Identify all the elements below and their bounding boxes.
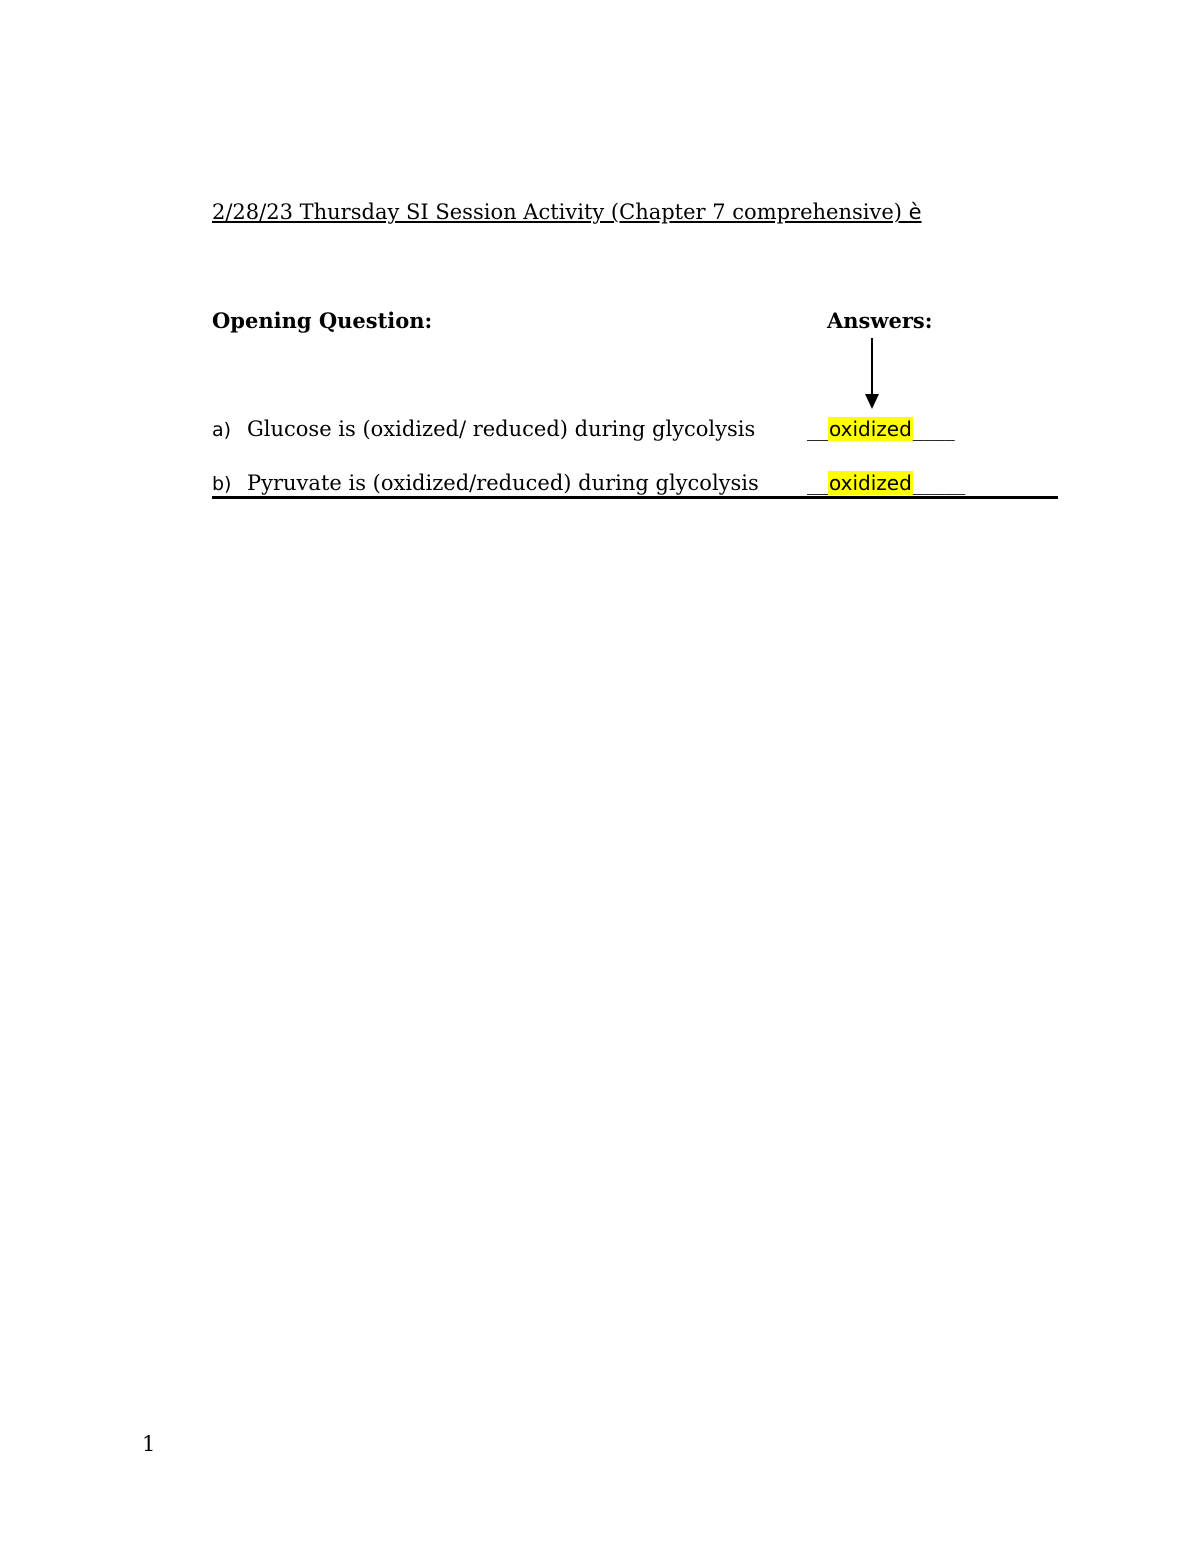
question-text: Pyruvate is (oxidized/reduced) during glycolysis <box>247 471 759 495</box>
title-arrow-glyph: è <box>908 200 922 224</box>
answer-suffix: ____ <box>912 417 955 441</box>
page-title <box>212 197 922 227</box>
answers-label: Answers: <box>827 308 933 333</box>
answer-suffix: _____ <box>912 471 966 495</box>
opening-question-label: Opening Question: <box>212 308 433 333</box>
title-text: 2/28/23 Thursday SI Session Activity (Chapter 7 comprehensive) <box>212 200 909 224</box>
answer-prefix: __ <box>807 471 828 495</box>
question-marker: b) <box>212 473 232 495</box>
answer-highlight: oxidized <box>829 471 912 495</box>
page-number: 1 <box>142 1432 156 1456</box>
question-text: Glucose is (oxidized/ reduced) during glycolysis <box>247 417 756 441</box>
answer-highlight: oxidized <box>829 417 912 441</box>
answer-prefix: __ <box>807 417 828 441</box>
answer-blank-a <box>807 415 955 443</box>
down-arrow-icon <box>862 338 882 410</box>
horizontal-rule <box>212 496 1058 499</box>
answer-blank-b <box>807 469 965 497</box>
question-marker: a) <box>212 419 232 441</box>
question-item-b <box>212 469 759 498</box>
question-item-a <box>212 415 755 444</box>
